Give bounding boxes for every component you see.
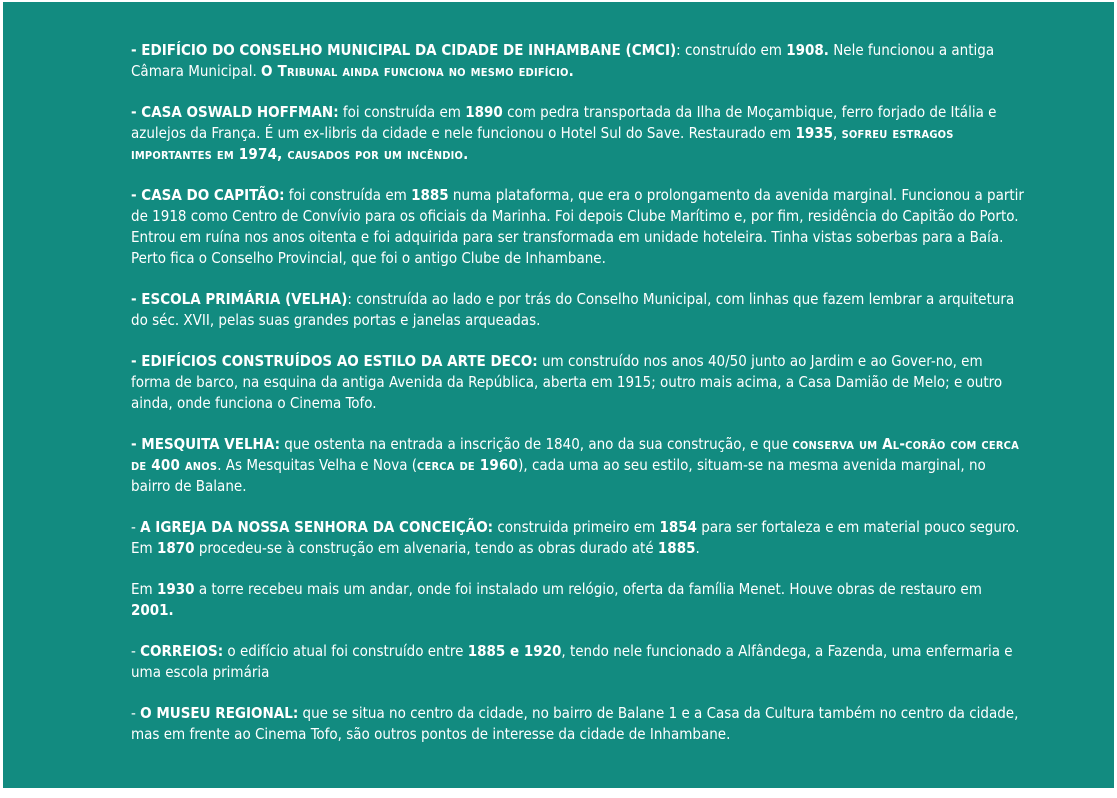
- body-text: . As Mesquitas Velha e Nova (: [217, 456, 418, 474]
- document-page: [3, 2, 1114, 788]
- body-text: a torre recebeu mais um andar, onde foi instalado um relógio, oferta da família Menet. Houve obras de restauro em: [194, 580, 982, 598]
- body-text: ), cada uma ao seu estilo, situam-se na mesma avenida marginal, no bairro de Balane.: [131, 456, 986, 495]
- bold-text: CORREIOS:: [140, 642, 224, 660]
- body-text: , tendo nele funcionado a Alfândega, a Fazenda, uma enfermaria e uma escola primária: [131, 642, 1013, 681]
- bold-text: 1930: [156, 580, 195, 598]
- body-text: ,: [833, 124, 842, 142]
- paragraph-correios: [131, 641, 1024, 683]
- small-caps-text: O Tribunal ainda funciona no mesmo edifício.: [261, 62, 574, 80]
- body-text: Em: [131, 580, 157, 598]
- paragraph-casa-do-capitao: [131, 185, 1024, 269]
- small-caps-text: conserva um Al-corão com cerca de 400 anos: [131, 435, 1019, 474]
- body-text: -: [131, 518, 141, 536]
- body-text: numa plataforma, que era o prolongamento da avenida marginal. Funcionou a partir de 1918 como Centro de Convívio para os oficiais da Marinha. Foi depois Clube Marítimo e, por fim, residência do Capitão do Porto. Entrou em ruína nos anos oitenta e foi adquirida para ser transformada em unidade hoteleira. Tinha vistas soberbas para a Baía. Perto fica o Conselho Provincial, que foi o antigo Clube de Inhambane.: [131, 186, 1024, 267]
- bold-text: 1870: [156, 539, 195, 557]
- bold-text: - EDIFÍCIO DO CONSELHO MUNICIPAL DA CIDADE DE INHAMBANE (CMCI): [131, 41, 677, 59]
- paragraph-escola-primaria: [131, 289, 1024, 331]
- paragraph-igreja: [131, 517, 1024, 559]
- paragraph-arte-deco: [131, 351, 1024, 414]
- paragraph-cmci: [131, 40, 1024, 82]
- bold-text: - CASA OSWALD HOFFMAN:: [131, 103, 339, 121]
- body-text: Nele funcionou a antiga Câmara Municipal.: [131, 41, 995, 80]
- paragraph-torre: [131, 579, 1024, 621]
- body-text: foi construída em: [284, 186, 412, 204]
- bold-text: 1935: [795, 124, 833, 142]
- bold-text: 1854: [659, 518, 698, 536]
- body-text: foi construída em: [338, 103, 466, 121]
- bold-text: - EDIFÍCIOS CONSTRUÍDOS AO ESTILO DA ARTE DECO:: [131, 352, 538, 370]
- bold-text: 1885 e 1920: [467, 642, 562, 660]
- bold-text: - ESCOLA PRIMÁRIA (VELHA): [131, 290, 348, 308]
- body-text: construida primeiro em: [493, 518, 660, 536]
- body-text: um construído nos anos 40/50 junto ao Jardim e ao Gover-no, em forma de barco, na esquina da antiga Avenida da República, aberta em 1915; outro mais acima, a Casa Damião de Melo; e outro ainda, onde funciona o Cinema Tofo.: [131, 352, 1003, 412]
- body-text: o edifício atual foi construído entre: [223, 642, 468, 660]
- bold-text: - CASA DO CAPITÃO:: [131, 186, 285, 204]
- body-text: que se situa no centro da cidade, no bairro de Balane 1 e a Casa da Cultura também no centro da cidade, mas em frente ao Cinema Tofo, são outros pontos de interesse da cidade de Inhambane.: [131, 704, 1019, 743]
- bold-text: 1908.: [786, 41, 829, 59]
- body-text: que ostenta na entrada a inscrição de 1840, ano da sua construção, e que: [279, 435, 793, 453]
- bold-text: 1885: [411, 186, 449, 204]
- body-text: .: [695, 539, 700, 557]
- body-text: para ser fortaleza e em material pouco seguro. Em: [131, 518, 1020, 557]
- body-text: -: [131, 642, 141, 660]
- body-text: : construído em: [676, 41, 787, 59]
- bold-text: A IGREJA DA NOSSA SENHORA DA CONCEIÇÃO:: [140, 518, 494, 536]
- small-caps-text: cerca de 1960: [417, 456, 519, 474]
- bold-text: 1890: [465, 103, 503, 121]
- bold-text: 2001.: [131, 601, 174, 619]
- small-caps-text: sofreu estragos importantes em 1974, causados por um incêndio.: [131, 124, 954, 163]
- bold-text: 1885: [657, 539, 696, 557]
- paragraph-mesquita-velha: [131, 434, 1024, 497]
- bold-text: O MUSEU REGIONAL:: [140, 704, 299, 722]
- bold-text: - MESQUITA VELHA:: [131, 435, 280, 453]
- paragraph-museu-regional: [131, 703, 1024, 745]
- paragraph-casa-oswald-hoffman: [131, 102, 1024, 165]
- body-text: -: [131, 704, 141, 722]
- body-text: : construída ao lado e por trás do Conselho Municipal, com linhas que fazem lembrar a arquitetura do séc. XVII, pelas suas grandes portas e janelas arqueadas.: [131, 290, 1015, 329]
- body-text: com pedra transportada da Ilha de Moçambique, ferro forjado de Itália e azulejos da França. É um ex-libris da cidade e nele funcionou o Hotel Sul do Save. Restaurado em: [131, 103, 997, 142]
- body-text: procedeu-se à construção em alvenaria, tendo as obras durado até: [194, 539, 658, 557]
